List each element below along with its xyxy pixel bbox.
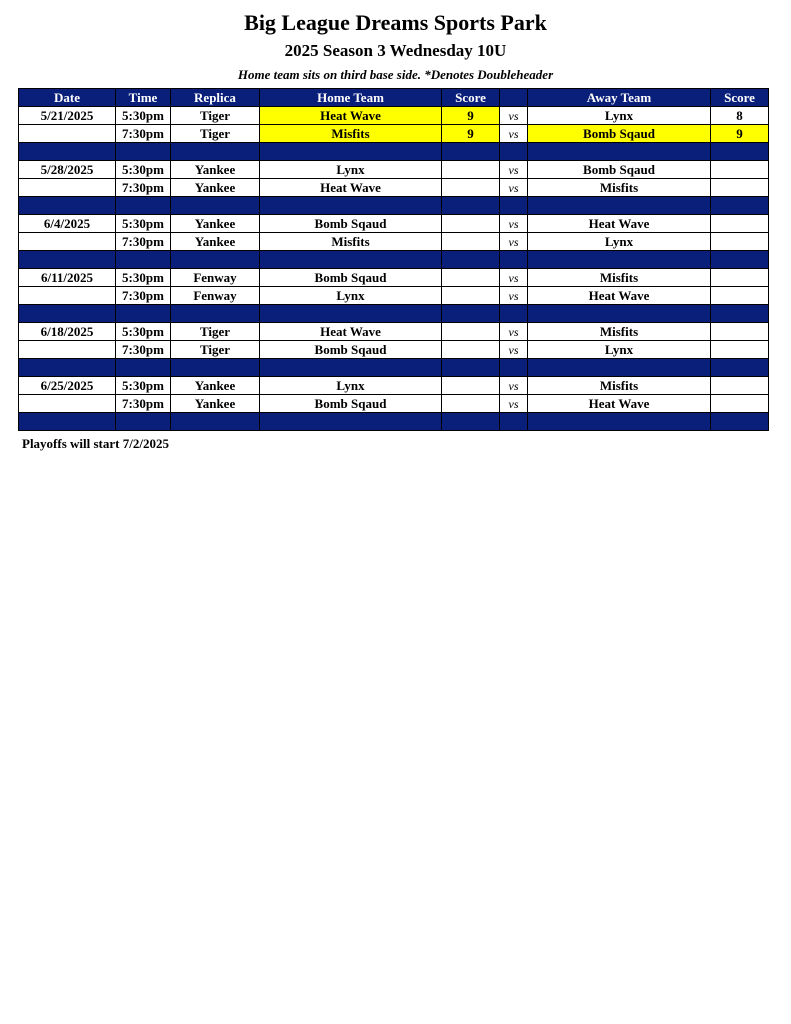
game-row <box>19 161 769 179</box>
vs-label: vs <box>500 125 528 143</box>
game-time: 5:30pm <box>116 323 171 341</box>
home-team: Heat Wave <box>260 107 442 125</box>
vs-label: vs <box>500 161 528 179</box>
game-field: Yankee <box>171 161 260 179</box>
separator-cell <box>171 143 260 161</box>
home-team: Bomb Sqaud <box>260 395 442 413</box>
vs-label: vs <box>500 323 528 341</box>
away-team: Bomb Sqaud <box>528 161 711 179</box>
separator-cell <box>442 251 500 269</box>
game-time: 7:30pm <box>116 287 171 305</box>
separator-cell <box>711 413 769 431</box>
separator-cell <box>19 143 116 161</box>
separator-cell <box>500 143 528 161</box>
game-time: 7:30pm <box>116 125 171 143</box>
game-row <box>19 107 769 125</box>
separator-cell <box>442 305 500 323</box>
away-score <box>711 233 769 251</box>
game-field: Yankee <box>171 395 260 413</box>
game-time: 7:30pm <box>116 341 171 359</box>
game-time: 5:30pm <box>116 377 171 395</box>
home-score: 9 <box>442 107 500 125</box>
separator-cell <box>711 143 769 161</box>
game-date: 5/21/2025 <box>19 107 116 125</box>
home-team: Lynx <box>260 161 442 179</box>
separator-cell <box>442 413 500 431</box>
home-team: Bomb Sqaud <box>260 215 442 233</box>
separator-cell <box>528 143 711 161</box>
game-field: Yankee <box>171 233 260 251</box>
game-date <box>19 395 116 413</box>
vs-label: vs <box>500 395 528 413</box>
col-header-time: Time <box>116 89 171 107</box>
game-row <box>19 323 769 341</box>
separator-cell <box>500 359 528 377</box>
col-header-home-team: Home Team <box>260 89 442 107</box>
schedule-note: Home team sits on third base side. *Denotes Doubleheader <box>237 67 554 82</box>
game-date: 6/4/2025 <box>19 215 116 233</box>
separator-cell <box>260 359 442 377</box>
separator-cell <box>116 251 171 269</box>
separator-cell <box>171 305 260 323</box>
separator-cell <box>442 197 500 215</box>
away-team: Misfits <box>528 269 711 287</box>
schedule-table <box>18 88 769 431</box>
game-field: Fenway <box>171 269 260 287</box>
vs-label: vs <box>500 179 528 197</box>
game-date <box>19 341 116 359</box>
game-time: 5:30pm <box>116 215 171 233</box>
home-score <box>442 377 500 395</box>
separator-cell <box>19 197 116 215</box>
week-separator <box>19 143 769 161</box>
week-separator <box>19 251 769 269</box>
game-row <box>19 395 769 413</box>
separator-cell <box>171 359 260 377</box>
separator-cell <box>528 197 711 215</box>
col-header-away-score: Score <box>711 89 769 107</box>
away-score <box>711 341 769 359</box>
game-date: 5/28/2025 <box>19 161 116 179</box>
col-header-home-score: Score <box>442 89 500 107</box>
separator-cell <box>528 359 711 377</box>
playoffs-note: Playoffs will start 7/2/2025 <box>22 436 169 451</box>
away-team: Bomb Sqaud <box>528 125 711 143</box>
separator-cell <box>260 413 442 431</box>
separator-cell <box>442 359 500 377</box>
separator-cell <box>500 305 528 323</box>
away-team: Heat Wave <box>528 215 711 233</box>
away-score <box>711 269 769 287</box>
game-date <box>19 125 116 143</box>
page-subtitle: 2025 Season 3 Wednesday 10U <box>284 41 507 60</box>
away-score <box>711 179 769 197</box>
vs-label: vs <box>500 107 528 125</box>
home-team: Lynx <box>260 377 442 395</box>
separator-cell <box>116 413 171 431</box>
separator-cell <box>171 251 260 269</box>
col-header-date: Date <box>19 89 116 107</box>
vs-label: vs <box>500 215 528 233</box>
away-team: Misfits <box>528 377 711 395</box>
home-score <box>442 395 500 413</box>
separator-cell <box>19 251 116 269</box>
away-score <box>711 377 769 395</box>
game-field: Tiger <box>171 341 260 359</box>
week-separator <box>19 359 769 377</box>
col-header-vs <box>500 89 528 107</box>
game-date <box>19 233 116 251</box>
separator-cell <box>260 305 442 323</box>
game-time: 5:30pm <box>116 269 171 287</box>
separator-cell <box>19 413 116 431</box>
away-score: 8 <box>711 107 769 125</box>
separator-cell <box>260 251 442 269</box>
game-time: 7:30pm <box>116 233 171 251</box>
game-row <box>19 179 769 197</box>
separator-cell <box>500 197 528 215</box>
separator-cell <box>171 197 260 215</box>
week-separator <box>19 197 769 215</box>
separator-cell <box>711 251 769 269</box>
away-score <box>711 215 769 233</box>
week-separator <box>19 305 769 323</box>
home-score <box>442 161 500 179</box>
home-team: Misfits <box>260 233 442 251</box>
game-row <box>19 215 769 233</box>
col-header-replica: Replica <box>171 89 260 107</box>
separator-cell <box>711 305 769 323</box>
away-team: Heat Wave <box>528 287 711 305</box>
game-row <box>19 233 769 251</box>
game-field: Tiger <box>171 107 260 125</box>
separator-cell <box>528 305 711 323</box>
game-field: Fenway <box>171 287 260 305</box>
separator-cell <box>260 197 442 215</box>
vs-label: vs <box>500 233 528 251</box>
game-date: 6/11/2025 <box>19 269 116 287</box>
separator-cell <box>19 359 116 377</box>
game-date <box>19 179 116 197</box>
home-score <box>442 323 500 341</box>
away-team: Lynx <box>528 107 711 125</box>
away-score: 9 <box>711 125 769 143</box>
separator-cell <box>116 359 171 377</box>
away-score <box>711 395 769 413</box>
home-score <box>442 215 500 233</box>
away-team: Misfits <box>528 179 711 197</box>
home-score <box>442 287 500 305</box>
separator-cell <box>171 413 260 431</box>
separator-cell <box>116 305 171 323</box>
game-time: 7:30pm <box>116 179 171 197</box>
separator-cell <box>500 413 528 431</box>
home-score <box>442 233 500 251</box>
game-field: Yankee <box>171 215 260 233</box>
away-score <box>711 161 769 179</box>
game-row <box>19 341 769 359</box>
separator-cell <box>442 143 500 161</box>
vs-label: vs <box>500 269 528 287</box>
away-score <box>711 323 769 341</box>
game-time: 5:30pm <box>116 107 171 125</box>
home-team: Bomb Sqaud <box>260 269 442 287</box>
away-team: Lynx <box>528 233 711 251</box>
separator-cell <box>19 305 116 323</box>
home-score: 9 <box>442 125 500 143</box>
game-field: Tiger <box>171 125 260 143</box>
vs-label: vs <box>500 287 528 305</box>
home-score <box>442 179 500 197</box>
game-date: 6/25/2025 <box>19 377 116 395</box>
home-team: Heat Wave <box>260 179 442 197</box>
game-time: 5:30pm <box>116 161 171 179</box>
game-field: Yankee <box>171 377 260 395</box>
game-row <box>19 377 769 395</box>
vs-label: vs <box>500 377 528 395</box>
game-field: Tiger <box>171 323 260 341</box>
game-row <box>19 269 769 287</box>
home-team: Heat Wave <box>260 323 442 341</box>
home-team: Bomb Sqaud <box>260 341 442 359</box>
away-team: Heat Wave <box>528 395 711 413</box>
separator-cell <box>116 197 171 215</box>
page-title: Big League Dreams Sports Park <box>244 10 547 35</box>
vs-label: vs <box>500 341 528 359</box>
separator-cell <box>500 251 528 269</box>
separator-cell <box>711 197 769 215</box>
week-separator <box>19 413 769 431</box>
separator-cell <box>528 251 711 269</box>
col-header-away-team: Away Team <box>528 89 711 107</box>
home-team: Lynx <box>260 287 442 305</box>
game-date: 6/18/2025 <box>19 323 116 341</box>
schedule-body <box>19 107 769 431</box>
separator-cell <box>260 143 442 161</box>
separator-cell <box>711 359 769 377</box>
game-date <box>19 287 116 305</box>
away-team: Lynx <box>528 341 711 359</box>
game-time: 7:30pm <box>116 395 171 413</box>
away-team: Misfits <box>528 323 711 341</box>
game-row <box>19 125 769 143</box>
game-field: Yankee <box>171 179 260 197</box>
away-score <box>711 287 769 305</box>
home-team: Misfits <box>260 125 442 143</box>
separator-cell <box>528 413 711 431</box>
header-row <box>19 89 769 107</box>
game-row <box>19 287 769 305</box>
home-score <box>442 341 500 359</box>
separator-cell <box>116 143 171 161</box>
home-score <box>442 269 500 287</box>
